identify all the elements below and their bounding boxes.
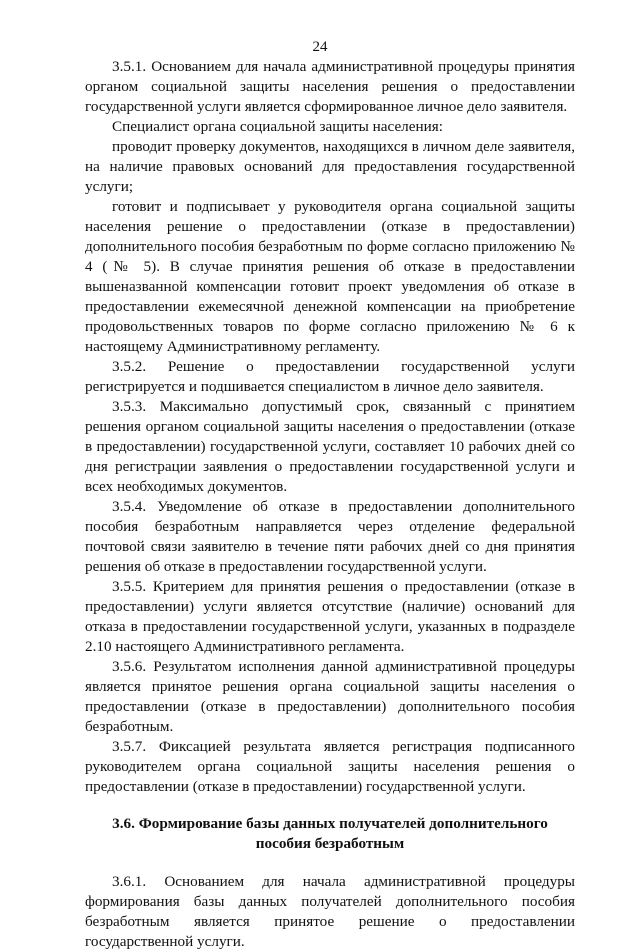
paragraph-3-5-6: 3.5.6. Результатом исполнения данной административной процедуры является принятое решения органа социальной защиты населения о предоставлении (отказе в предоставлении) дополнительного пособия безработным. — [85, 658, 575, 735]
page-number: 24 — [312, 39, 328, 55]
paragraph-3-5-4: 3.5.4. Уведомление об отказе в предоставлении дополнительного пособия безработным направляется через отделение федеральной почтовой связи заявителю в течение пяти рабочих дней со дня принятия решения об отказе в предоставлении государственной услуги. — [85, 498, 575, 575]
paragraph-3-5-3: 3.5.3. Максимально допустимый срок, связанный с принятием решения органом социальной защиты населения о предоставлении (отказе в предоставлении) государственной услуги, составляет 10 рабочих дней со дня регистрации заявления о предоставлении государственной услуги и всех необходимых документов. — [85, 398, 575, 495]
paragraph-specialist-intro: Специалист органа социальной защиты населения: — [112, 118, 443, 135]
paragraph-3-5-2: 3.5.2. Решение о предоставлении государственной услуги регистрируется и подшивается специалистом в личное дело заявителя. — [85, 358, 575, 395]
paragraph-check-documents: проводит проверку документов, находящихся в личном деле заявителя, на наличие правовых оснований для предоставления государственной услуги; — [85, 138, 575, 195]
paragraph-3-5-5: 3.5.5. Критерием для принятия решения о предоставлении (отказе в предоставлении) услуги является отсутствие (наличие) оснований для отказа в предоставлении государственной услуги, указанных в подразделе 2.10 настоящего Административного регламента. — [85, 578, 575, 655]
paragraph-3-6-1: 3.6.1. Основанием для начала административной процедуры формирования базы данных получателей дополнительного пособия безработным является принятое решение о предоставлении государственной услуги. — [85, 873, 575, 950]
paragraph-3-5-7: 3.5.7. Фиксацией результата является регистрация подписанного руководителем органа социальной защиты населения решения о предоставлении (отказе в предоставлении) государственной услуги. — [85, 738, 575, 795]
document-body — [85, 57, 575, 952]
section-heading-3-6: 3.6. Формирование базы данных получателей дополнительного пособия безработным — [112, 815, 548, 852]
paragraph-3-5-1: 3.5.1. Основанием для начала административной процедуры принятия органом социальной защиты населения решения о предоставлении государственной услуги является сформированное личное дело заявителя. — [85, 58, 575, 115]
paragraph-prepare-decision: готовит и подписывает у руководителя органа социальной защиты населения решение о предоставлении (отказе в предоставлении) дополнительного пособия безработным по форме согласно приложению № 4 (№ 5). В случае принятия решения об отказе в предоставлении вышеназванной компенсации готовит проект уведомления об отказе в предоставлении ежемесячной денежной компенсации на приобретение продовольственных товаров по форме согласно приложению № 6 к настоящему Административному регламенту. — [85, 198, 575, 355]
